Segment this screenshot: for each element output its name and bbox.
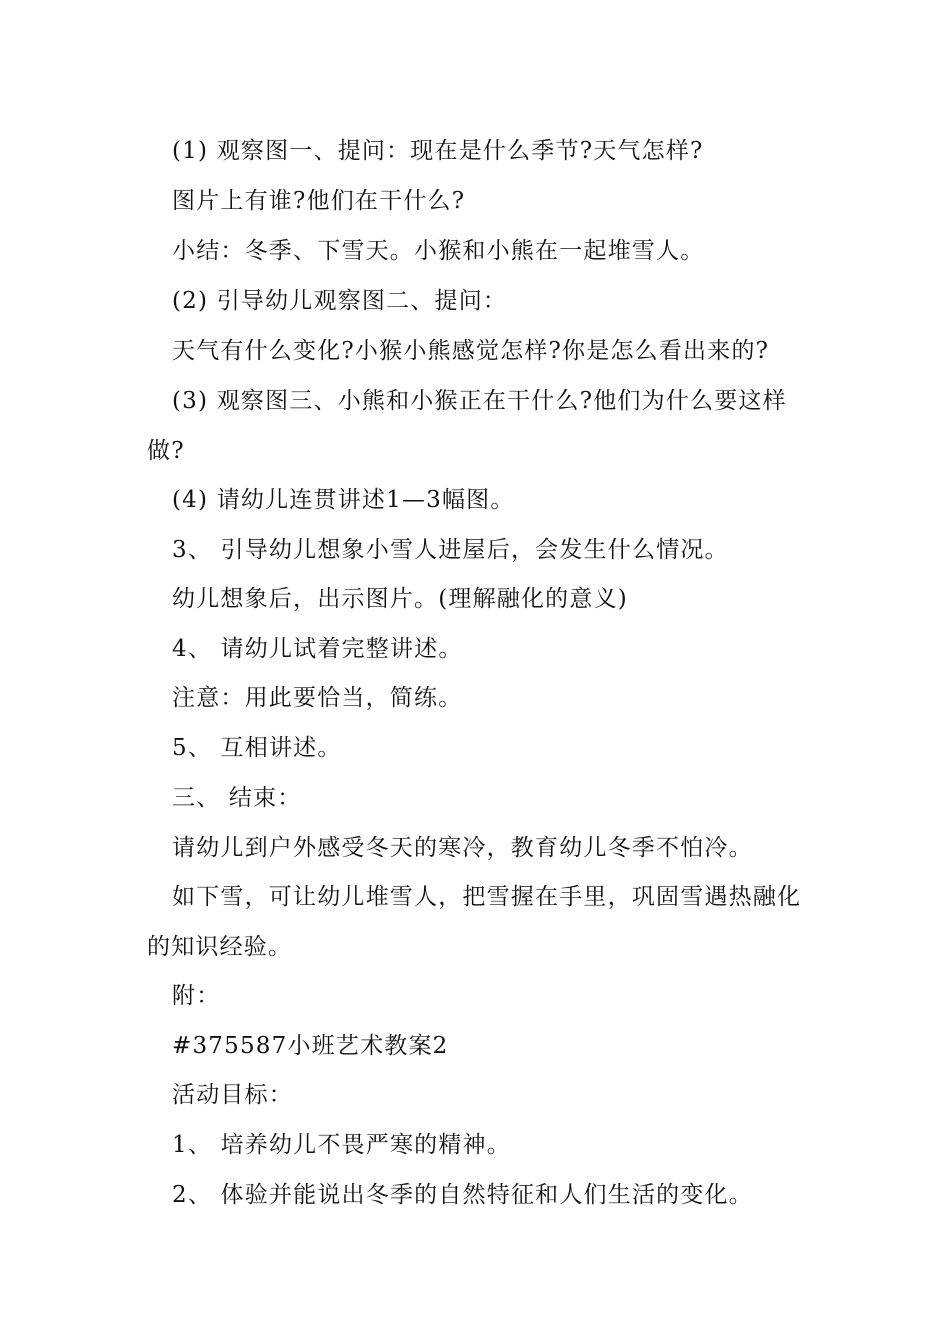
paragraph-narrate-pictures: (4) 请幼儿连贯讲述1—3幅图。: [172, 487, 515, 513]
paragraph-complete-narration: 4、 请幼儿试着完整讲述。: [172, 636, 463, 662]
paragraph-appendix: 附：: [172, 983, 221, 1009]
paragraph-mutual-narration: 5、 互相讲述。: [172, 735, 342, 761]
paragraph-goal-two: 2、 体验并能说出冬季的自然特征和人们生活的变化。: [172, 1182, 753, 1208]
paragraph-section-end: 三、 结束：: [172, 785, 302, 811]
paragraph-who-in-picture: 图片上有谁?他们在干什么?: [172, 188, 466, 214]
paragraph-imagine-snowman: 3、 引导幼儿想象小雪人进屋后，会发生什么情况。: [172, 537, 729, 563]
paragraph-show-picture: 幼儿想象后，出示图片。(理解融化的意义): [172, 586, 628, 612]
paragraph-lesson-title: #375587小班艺术教案2: [172, 1033, 449, 1059]
paragraph-summary: 小结：冬季、下雪天。小猴和小熊在一起堆雪人。: [172, 238, 705, 264]
paragraph-outdoor-cold: 请幼儿到户外感受冬天的寒冷，教育幼儿冬季不怕冷。: [172, 835, 753, 861]
paragraph-observe-picture-one: (1) 观察图一、提问：现在是什么季节?天气怎样?: [172, 138, 704, 164]
paragraph-snow-melting: 如下雪，可让幼儿堆雪人，把雪握在手里，巩固雪遇热融化的知识经验。: [147, 884, 802, 960]
paragraph-observe-picture-two: (2) 引导幼儿观察图二、提问：: [172, 288, 508, 314]
paragraph-weather-change: 天气有什么变化?小猴小熊感觉怎样?你是怎么看出来的?: [172, 338, 770, 364]
paragraph-note: 注意：用此要恰当，简练。: [172, 685, 463, 711]
paragraph-observe-picture-three: (3) 观察图三、小熊和小猴正在干什么?他们为什么要这样做?: [147, 388, 787, 464]
paragraph-activity-goals: 活动目标：: [172, 1082, 293, 1108]
paragraph-goal-one: 1、 培养幼儿不畏严寒的精神。: [172, 1132, 511, 1158]
